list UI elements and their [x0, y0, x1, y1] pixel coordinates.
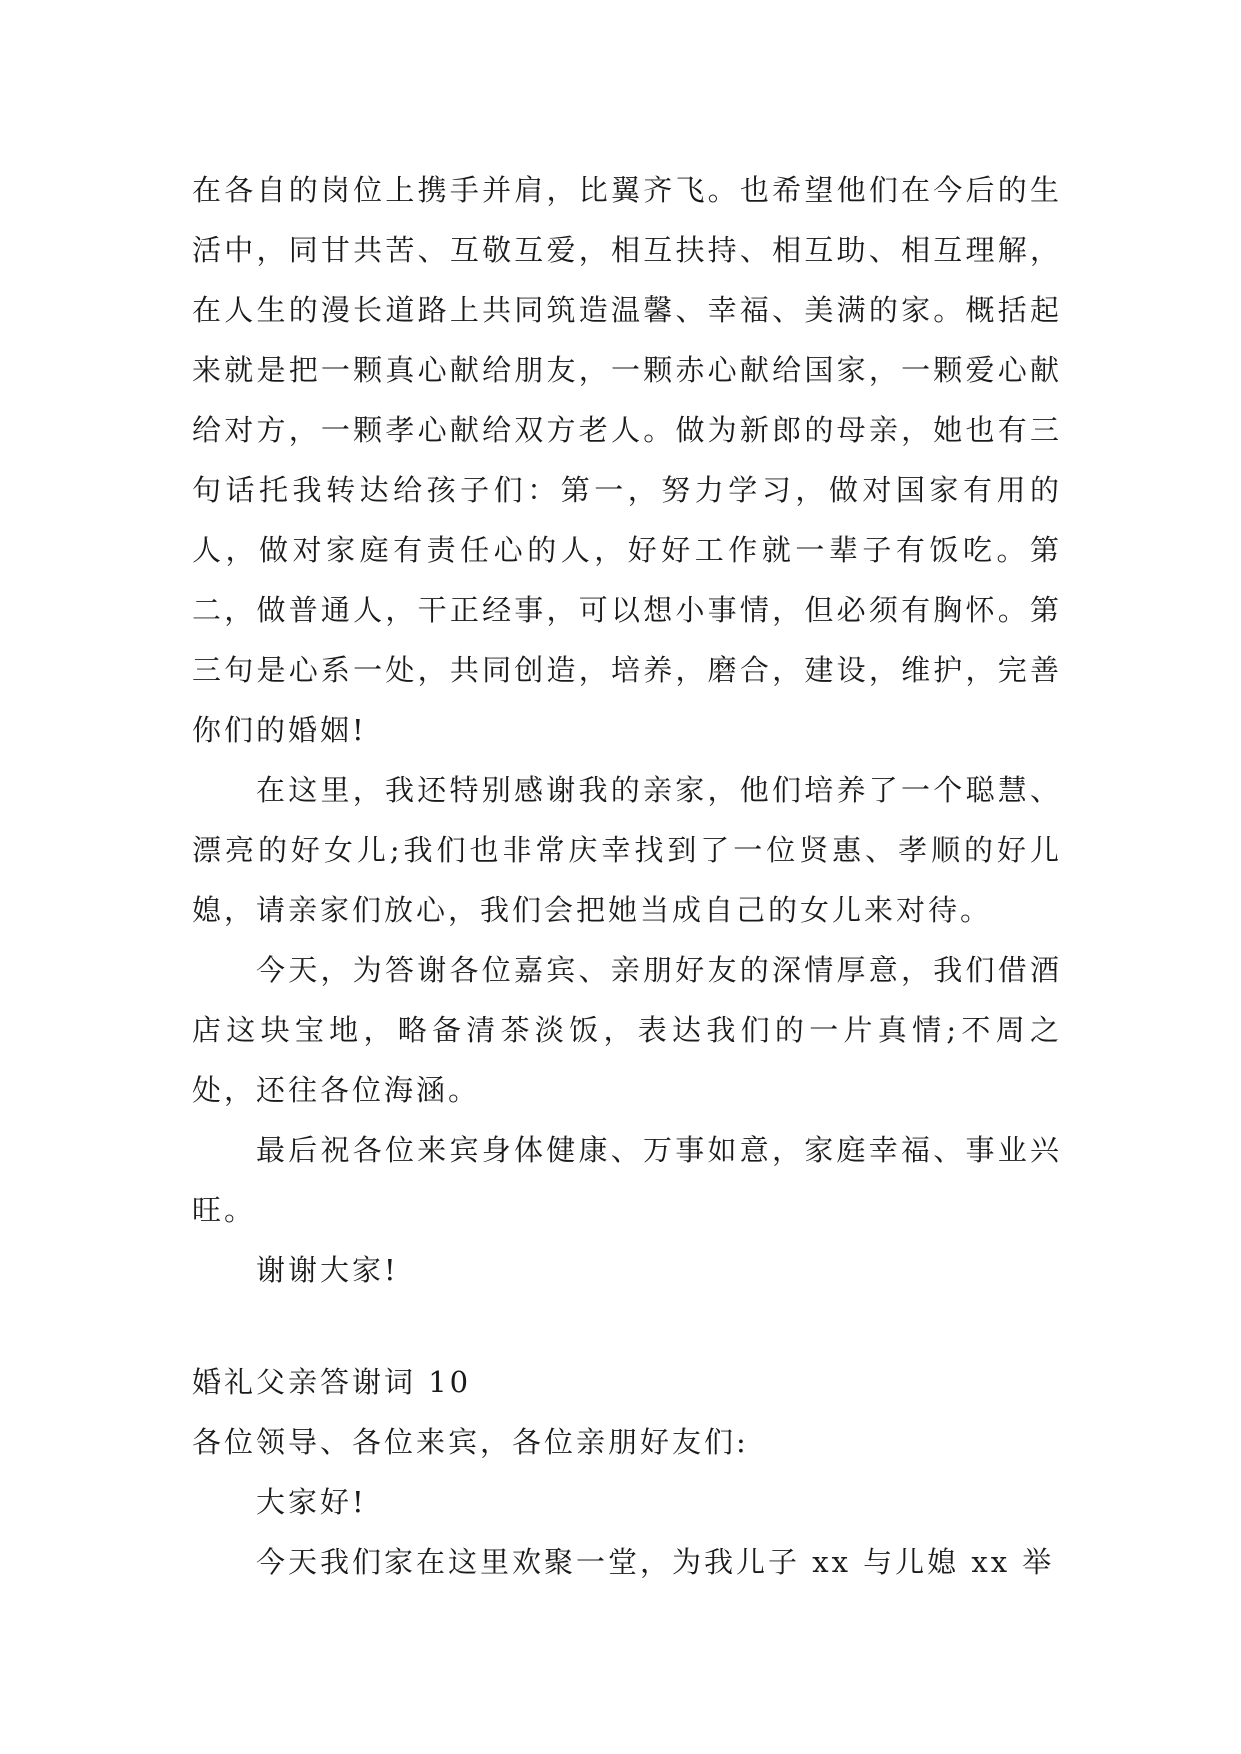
document-body	[192, 160, 1062, 1592]
greeting: 大家好!	[256, 1485, 367, 1519]
paragraph: 今天，为答谢各位嘉宾、亲朋好友的深情厚意，我们借酒店这块宝地，略备清茶淡饭，表达我们的一片真情;不周之处，还往各位海涵。	[192, 953, 1062, 1107]
paragraph: 最后祝各位来宾身体健康、万事如意，家庭幸福、事业兴旺。	[192, 1133, 1062, 1227]
paragraph: 在各自的岗位上携手并肩，比翼齐飞。也希望他们在今后的生活中，同甘共苦、互敬互爱，相互扶持、相互助、相互理解，在人生的漫长道路上共同筑造温馨、幸福、美满的家。概括起来就是把一颗真心献给朋友，一颗赤心献给国家，一颗爱心献给对方，一颗孝心献给双方老人。做为新郎的母亲，她也有三句话托我转达给孩子们：第一，努力学习，做对国家有用的人，做对家庭有责任心的人，好好工作就一辈子有饭吃。第二，做普通人，干正经事，可以想小事情，但必须有胸怀。第三句是心系一处，共同创造，培养，磨合，建设，维护，完善你们的婚姻!	[192, 173, 1062, 747]
paragraph: 在这里，我还特别感谢我的亲家，他们培养了一个聪慧、漂亮的好女儿;我们也非常庆幸找到了一位贤惠、孝顺的好儿媳，请亲家们放心，我们会把她当成自己的女儿来对待。	[192, 773, 1062, 927]
salutation: 各位领导、各位来宾，各位亲朋好友们:	[192, 1425, 749, 1459]
paragraph-closing: 谢谢大家!	[256, 1253, 399, 1287]
section-title: 婚礼父亲答谢词 10	[192, 1365, 472, 1399]
paragraph: 今天我们家在这里欢聚一堂，为我儿子 xx 与儿媳 xx 举	[256, 1545, 1055, 1579]
section-spacer	[192, 1300, 1062, 1352]
